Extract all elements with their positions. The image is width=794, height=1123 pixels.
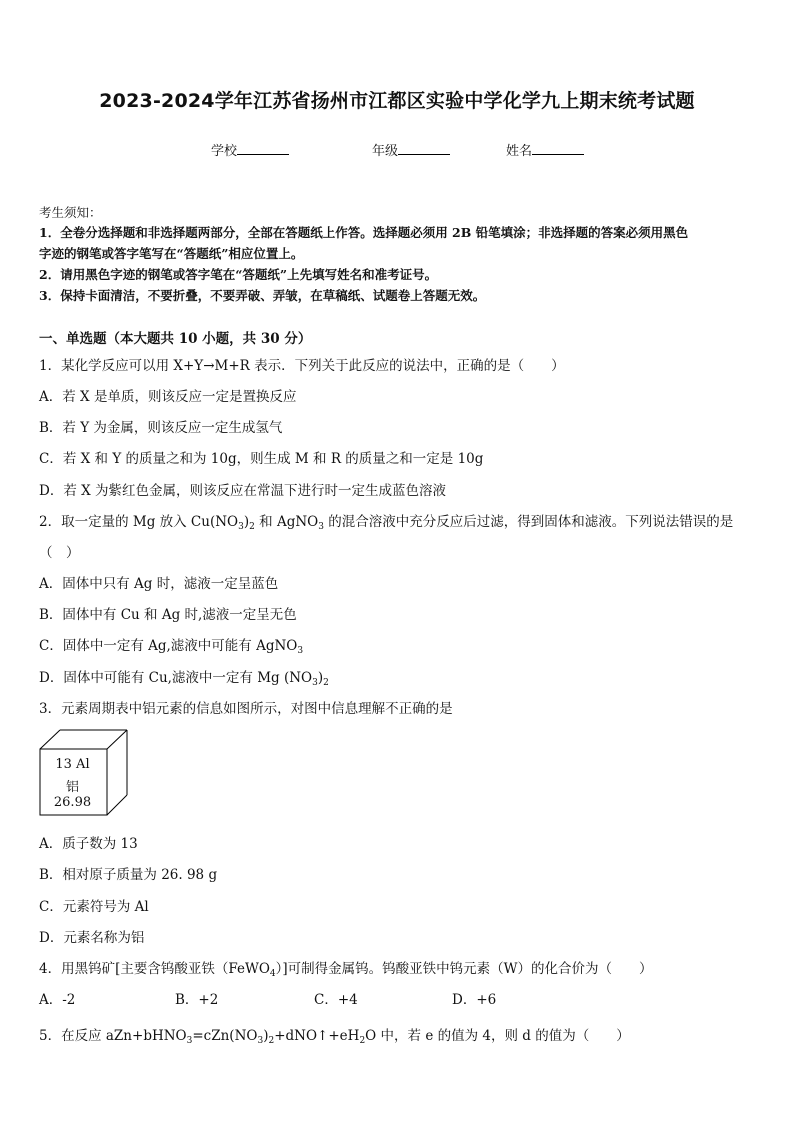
q3-option-b: B．相对原子质量为 26. 98 g [39, 867, 218, 883]
name-field [506, 140, 584, 159]
element-name: 铝 [65, 780, 79, 795]
q2-option-c: C．固体中一定有 Ag,滤液中可能有 AgNO$_3$ [39, 638, 304, 656]
q4-option-c: C．+4 [314, 992, 358, 1008]
q3-option-c: C．元素符号为 Al [39, 899, 149, 915]
q1-option-c: C．若 X 和 Y 的质量之和为 10g，则生成 M 和 R 的质量之和一定是 10g [39, 451, 484, 467]
exam-title: 2023-2024学年江苏省扬州市江都区实验中学化学九上期末统考试题 [99, 90, 695, 112]
notice-item-1-cont: 字迹的钢笔或答字笔写在“答题纸”相应位置上。 [39, 246, 304, 261]
section-heading: 一、单选题（本大题共 10 小题，共 30 分） [39, 331, 312, 347]
q2-stem-line2: （ ） [39, 545, 80, 561]
notice-item-1: 1．全卷分选择题和非选择题两部分，全部在答题纸上作答。选择题必须用 2B 铅笔填涂；非选择题的答案必须用黑色 [39, 225, 689, 240]
q1-option-a: A．若 X 是单质，则该反应一定是置换反应 [39, 389, 297, 405]
element-mass: 26.98 [53, 795, 92, 810]
q2-option-b: B．固体中有 Cu 和 Ag 时,滤液一定呈无色 [39, 607, 297, 623]
notice-heading: 考生须知： [39, 205, 102, 220]
school-label: 学校 [211, 144, 238, 159]
grade-label: 年级 [372, 144, 399, 159]
q4-option-a: A．-2 [39, 992, 76, 1008]
notice-item-2: 2．请用黑色字迹的钢笔或答字笔在“答题纸”上先填写姓名和准考证号。 [39, 267, 438, 282]
school-blank [237, 142, 289, 155]
name-blank [532, 142, 584, 155]
q2-option-a: A．固体中只有 Ag 时，滤液一定呈蓝色 [39, 576, 279, 592]
q1-option-b: B．若 Y 为金属，则该反应一定生成氢气 [39, 420, 283, 436]
q4-option-d: D．+6 [452, 992, 497, 1008]
q4-stem: 4．用黑钨矿[主要含钨酸亚铁（FeWO$_4$）]可制得金属钨。钨酸亚铁中钨元素（W）的化合价为（ ） [39, 961, 653, 979]
q4-option-b: B．+2 [175, 992, 219, 1008]
element-number-symbol: 13 Al [55, 757, 90, 772]
q2-option-d: D．固体中可能有 Cu,滤液中一定有 Mg $(NO_3)_2$ [39, 670, 329, 688]
school-field [211, 140, 289, 159]
notice-item-3: 3．保持卡面清洁，不要折叠，不要弄破、弄皱，在草稿纸、试题卷上答题无效。 [39, 288, 486, 303]
name-label: 姓名 [506, 144, 533, 159]
q3-option-a: A．质子数为 13 [39, 836, 138, 852]
grade-field [372, 140, 450, 159]
grade-blank [398, 142, 450, 155]
q3-option-d: D．元素名称为铝 [39, 930, 145, 946]
q1-stem: 1．某化学反应可以用 X+Y→M+R 表示．下列关于此反应的说法中，正确的是（ ） [39, 358, 565, 374]
q3-stem: 3．元素周期表中铝元素的信息如图所示，对图中信息理解不正确的是 [39, 701, 453, 717]
aluminum-element-card [39, 729, 131, 817]
q2-stem: 2．取一定量的 Mg 放入 $Cu(NO_3)_2$ 和 AgNO$_3$ 的混合溶液中充分反应后过滤，得到固体和滤液。下列说法错误的是 [39, 514, 734, 532]
q5-stem: 5．在反应 $aZn+bHNO_3=cZn(NO_3)_2+dNO↑+eH_2O$ 中，若 e 的值为 4，则 d 的值为（ ） [39, 1028, 630, 1046]
q1-option-d: D．若 X 为紫红色金属，则该反应在常温下进行时一定生成蓝色溶液 [39, 483, 447, 499]
